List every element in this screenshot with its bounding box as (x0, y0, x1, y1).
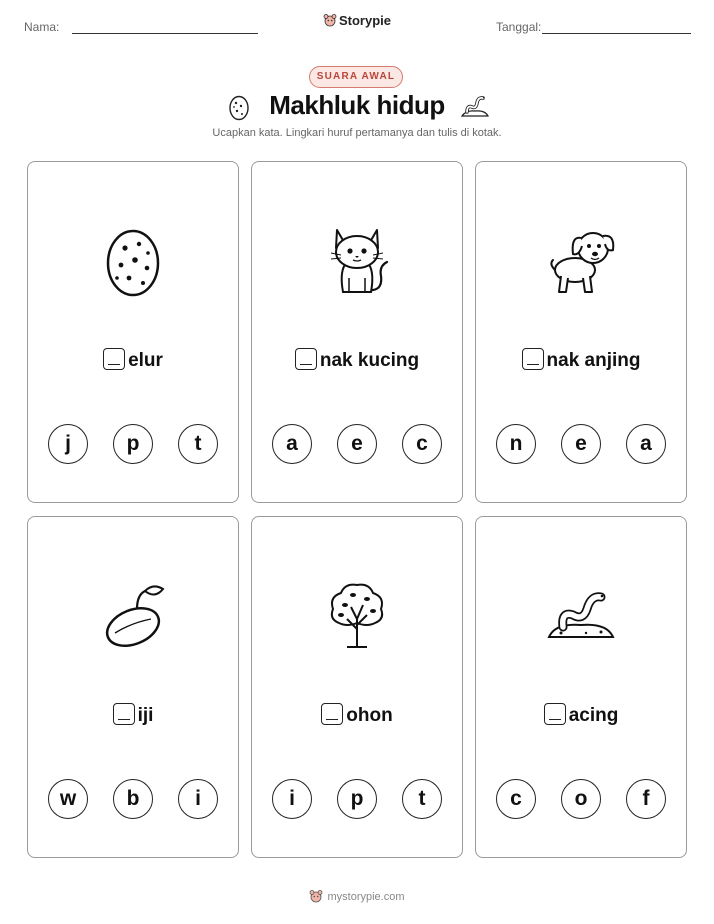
storypie-logo-icon (309, 889, 323, 903)
word-rest: ohon (346, 705, 393, 726)
letter-choice[interactable]: a (626, 424, 666, 464)
answer-box[interactable] (522, 348, 544, 370)
puppy-icon (541, 220, 621, 300)
letter-choice[interactable]: c (402, 424, 442, 464)
topic-badge: SUARA AWAL (309, 66, 403, 88)
letter-choice[interactable]: c (496, 779, 536, 819)
word-rest: nak kucing (319, 350, 420, 371)
page-title: Makhluk hidup (269, 90, 445, 120)
word-card (251, 516, 463, 858)
letter-choice[interactable]: o (561, 779, 601, 819)
word-card (475, 516, 687, 858)
letter-choice[interactable]: f (626, 779, 666, 819)
storypie-logo-icon (323, 13, 337, 27)
tree-icon (317, 575, 397, 655)
word-prompt (28, 348, 238, 372)
date-line[interactable] (542, 33, 691, 34)
letter-choice[interactable]: n (496, 424, 536, 464)
word-card (27, 516, 239, 858)
date-label: Tanggal: (496, 20, 542, 34)
letter-choice[interactable]: i (272, 779, 312, 819)
word-rest: acing (568, 705, 619, 726)
answer-box[interactable] (544, 703, 566, 725)
letter-choice[interactable]: p (337, 779, 377, 819)
letter-choice[interactable]: t (178, 424, 218, 464)
answer-box[interactable] (295, 348, 317, 370)
answer-box[interactable] (321, 703, 343, 725)
word-card (27, 161, 239, 503)
letter-choice[interactable]: i (178, 779, 218, 819)
answer-box[interactable] (113, 703, 135, 725)
egg-icon (93, 220, 173, 300)
letter-choice[interactable]: a (272, 424, 312, 464)
name-label: Nama: (24, 20, 60, 34)
word-rest: iji (137, 705, 154, 726)
word-rest: nak anjing (546, 350, 641, 371)
word-prompt (476, 348, 686, 372)
worm-icon (460, 93, 490, 119)
instructions: Ucapkan kata. Lingkari huruf pertamanya dan tulis di kotak. (212, 127, 502, 139)
answer-box[interactable] (103, 348, 125, 370)
letter-choice[interactable]: e (337, 424, 377, 464)
word-prompt (28, 703, 238, 727)
letter-choice[interactable]: j (48, 424, 88, 464)
worm-icon (541, 575, 621, 655)
word-prompt (252, 703, 462, 727)
name-line[interactable] (72, 33, 258, 34)
word-prompt (476, 703, 686, 727)
letter-choice[interactable]: e (561, 424, 601, 464)
brand (0, 13, 714, 28)
letter-choice[interactable]: t (402, 779, 442, 819)
letter-choice[interactable]: p (113, 424, 153, 464)
word-card (251, 161, 463, 503)
footer-url[interactable]: mystorypie.com (327, 891, 405, 903)
word-prompt (252, 348, 462, 372)
letter-choice[interactable]: b (113, 779, 153, 819)
footer (0, 889, 714, 903)
word-rest: elur (128, 350, 163, 371)
word-card (475, 161, 687, 503)
brand-name: Storypie (338, 13, 391, 28)
cat-icon (317, 220, 397, 300)
letter-choice[interactable]: w (48, 779, 88, 819)
seed-icon (93, 575, 173, 655)
